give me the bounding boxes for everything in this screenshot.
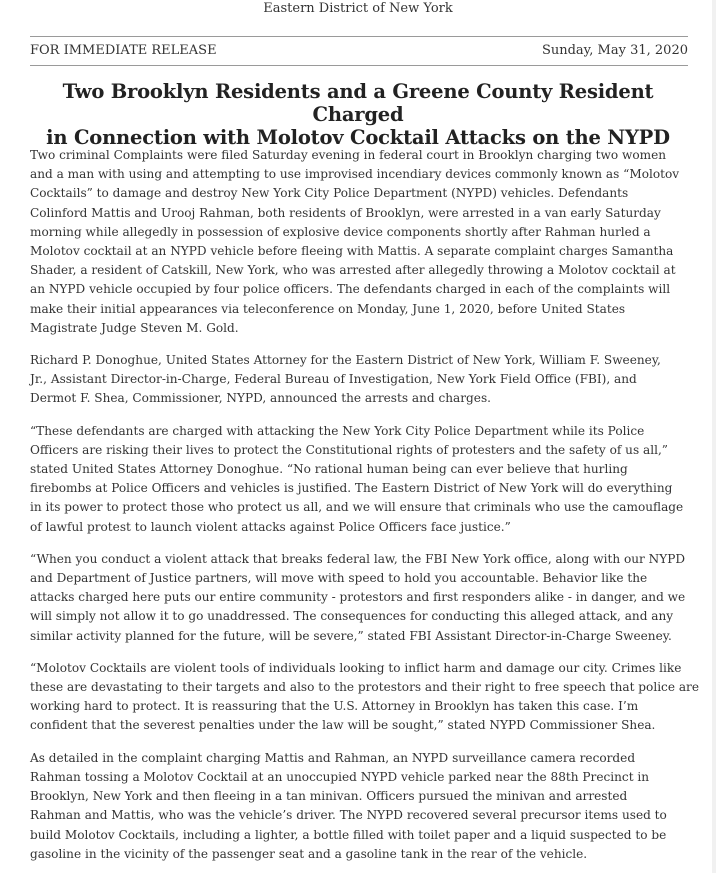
paragraph-line: confident that the severest penalties under the law will be sought,” stated NYPD Commissioner Shea. (30, 718, 656, 733)
release-label: FOR IMMEDIATE RELEASE (30, 43, 217, 58)
paragraph-line: Dermot F. Shea, Commissioner, NYPD, announced the arrests and charges. (30, 391, 492, 406)
paragraph-line: gasoline in the vicinity of the passenger seat and a gasoline tank in the rear of the vehicle. (30, 846, 588, 861)
paragraph-line: As detailed in the complaint charging Mattis and Rahman, an NYPD surveillance camera recorded (30, 750, 636, 765)
paragraph-line: Two criminal Complaints were filed Saturday evening in federal court in Brooklyn charging two women (30, 148, 667, 162)
paragraph-line: stated United States Attorney Donoghue. “No rational human being can ever believe that hurling (30, 462, 628, 477)
paragraph-line: these are devastating to their targets and also to the protestors and their right to free speech that police are (30, 680, 699, 695)
body-paragraph (30, 422, 690, 537)
paragraph-line: Cocktails” to damage and destroy New York City Police Department (NYPD) vehicles. Defendants (30, 186, 629, 201)
title-line: in Connection with Molotov Cocktail Attacks on the NYPD (46, 126, 670, 149)
paragraph-line: Molotov cocktail at an NYPD vehicle before fleeing with Mattis. A separate complaint charges Samantha (30, 244, 674, 259)
release-bar (30, 36, 688, 66)
paragraph-line: make their initial appearances via teleconference on Monday, June 1, 2020, before United States (30, 301, 626, 316)
paragraph-line: similar activity planned for the future, will be severe,” stated FBI Assistant Director-in-Charge Sweeney. (30, 628, 672, 643)
paragraph-line: attacks charged here puts our entire community - protestors and first responders alike - in danger, and we (30, 590, 686, 605)
paragraph-line: Jr., Assistant Director-in-Charge, Federal Bureau of Investigation, New York Field Office (FBI), and (30, 372, 637, 387)
release-date: Sunday, May 31, 2020 (541, 43, 688, 58)
body-paragraph (30, 351, 690, 409)
paragraph-line: “Molotov Cocktails are violent tools of individuals looking to inflict harm and damage our city. Crimes like (30, 660, 682, 675)
paragraph-line: Magistrate Judge Steven M. Gold. (30, 320, 239, 335)
paragraph-line: of lawful protest to launch violent attacks against Police Officers face justice.” (30, 519, 511, 534)
paragraph-line: working hard to protect. It is reassuring that the U.S. Attorney in Brooklyn has taken this case. I’m (30, 699, 639, 714)
paragraph-line: will simply not allow it to go unaddressed. The consequences for conducting this alleged attack, and any (30, 609, 674, 624)
paragraph-line: in its power to protect those who protect us all, and we will ensure that criminals who use the camouflage (30, 500, 684, 515)
paragraph-line: Rahman and Mattis, who was the vehicle’s driver. The NYPD recovered several precursor items used to (30, 808, 667, 823)
paragraph-line: an NYPD vehicle occupied by four police officers. The defendants charged in each of the complaints will (30, 282, 671, 297)
paragraph-line: and Department of Justice partners, will move with speed to hold you accountable. Behavior like the (30, 571, 648, 586)
paragraph-line: Richard P. Donoghue, United States Attorney for the Eastern District of New York, William F. Sweeney, (30, 353, 661, 368)
body-paragraph (30, 659, 699, 736)
paragraph-line: “These defendants are charged with attacking the New York City Police Department while its Police (30, 423, 645, 438)
paragraph-line: morning while allegedly in possession of explosive device components shortly after Rahman hurled a (30, 224, 651, 239)
paragraph-line: Officers are risking their lives to protect the Constitutional rights of protesters and the safety of us all,” (30, 442, 668, 457)
paragraph-line: “When you conduct a violent attack that breaks federal law, the FBI New York office, along with our NYPD (30, 551, 686, 566)
article-body (30, 146, 699, 877)
office-name: Eastern District of New York (263, 1, 453, 16)
paragraph-line: Colinford Mattis and Urooj Rahman, both residents of Brooklyn, were arrested in a van early Saturday (30, 205, 661, 220)
title-line: Two Brooklyn Residents and a Greene County Resident Charged (62, 80, 654, 126)
paragraph-line: build Molotov Cocktails, including a lighter, a bottle filled with toilet paper and a liquid suspected to be (30, 827, 667, 842)
paragraph-line: and a man with using and attempting to use improvised incendiary devices commonly known as “Molotov (30, 167, 680, 182)
scrollbar[interactable] (712, 0, 716, 873)
paragraph-line: Rahman tossing a Molotov Cocktail at an unoccupied NYPD vehicle parked near the 88th Precinct in (30, 769, 650, 784)
body-paragraph (30, 550, 690, 646)
paragraph-line: Shader, a resident of Catskill, New York, who was arrested after allegedly throwing a Molotov cocktail at (30, 263, 676, 278)
paragraph-line: Brooklyn, New York and then fleeing in a tan minivan. Officers pursued the minivan and arrested (30, 789, 628, 804)
body-paragraph (30, 146, 690, 338)
page-title (22, 80, 694, 149)
body-paragraph (30, 749, 690, 864)
paragraph-line: firebombs at Police Officers and vehicles is justified. The Eastern District of New York will do everything (30, 481, 673, 496)
